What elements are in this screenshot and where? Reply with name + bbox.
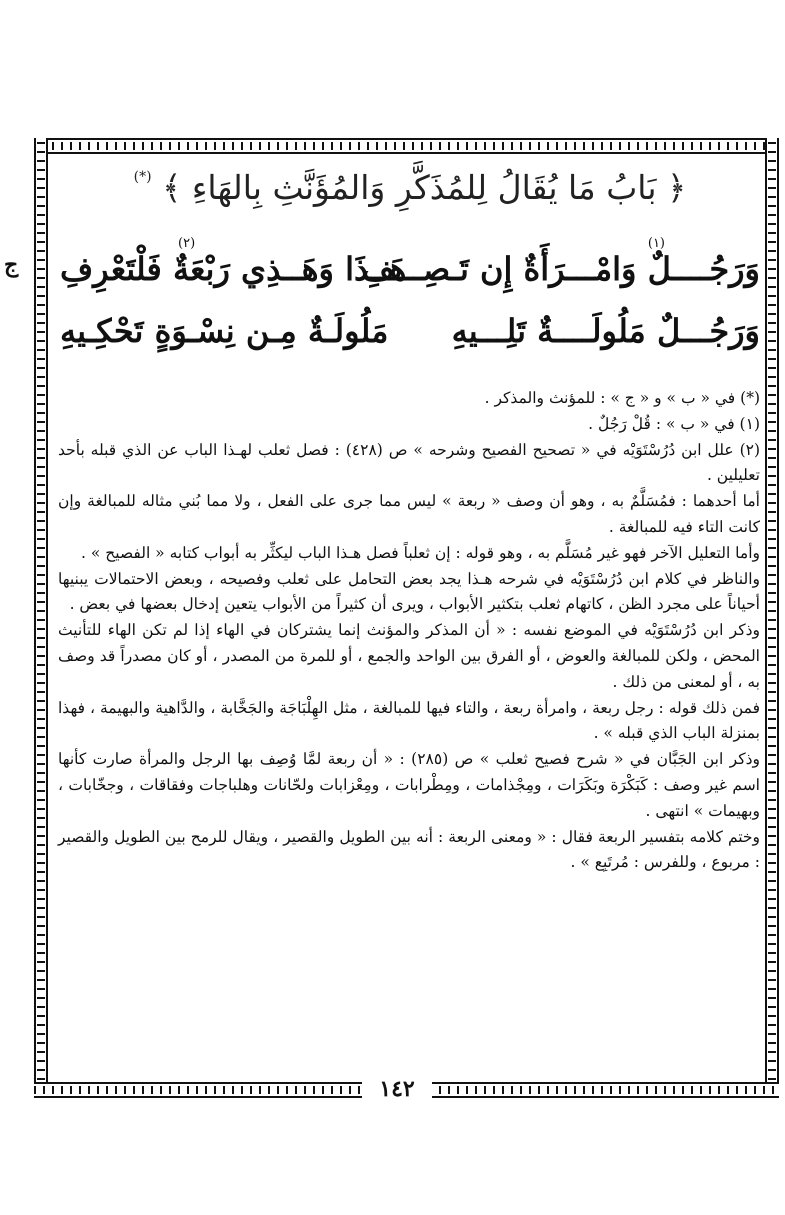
footnote-2-paragraph: وأما التعليل الآخر فهو غير مُسَلَّم به ، وهو قوله : إن ثعلباً فصل هـذا الباب ليكثِّر به أبواب كتابه « الفصيح » . xyxy=(81,543,760,562)
chapter-title xyxy=(60,168,760,207)
ornamental-border-right xyxy=(765,138,779,1098)
footnote-2-paragraph: فمن ذلك قوله : رجل ربعة ، وامرأة ربعة ، والتاء فيها للمبالغة ، مثل الهِلْبَاجَة والجَخَّابة ، والدَّاهية والبهيمة ، فهذا بمنزلة الباب الذي قبله » . xyxy=(58,698,760,743)
footnote-2-paragraph: وختم كلامه بتفسير الربعة فقال : « ومعنى الربعة : أنه بين الطويل والقصير ، ويقال للرمح بين الطويل والقصير : مربوع ، وللفرس : مُرتَبِع » . xyxy=(58,827,760,872)
footnote-2: (٢) علل ابن دُرُسْتَوَيْه في « تصحيح الفصيح وشرحه » ص (٤٢٨) : فصل ثعلب لهـذا الباب عن الذي قبله بأحد تعليلين . xyxy=(58,440,761,485)
footnote-marker-2: (٢) xyxy=(178,236,196,251)
footnotes xyxy=(58,386,760,876)
footnote-title-marker: (*) في « ب » و « ج » : للمؤنث والمذكر . xyxy=(484,389,760,407)
footnote-2-paragraph: وذكر ابن الجَبَّان في « شرح فصيح ثعلب » ص (٢٨٥) : « أن ربعة لمَّا وُصِف بها الرجل والمرأة صارت كأنها اسم غير وصف : كَبَكْرَة وبَكَرَات ، ومِجْذامات ، ومِطْرابات ، ومِعْزابات ولحّانات وهلباجات وفقاقات ، وجخّابات ، وبهيمات » انتهى . xyxy=(58,750,760,820)
verse-line-1 xyxy=(60,236,760,300)
title-footnote-marker: (*) xyxy=(133,169,152,185)
footnote-marker-1: (١) xyxy=(647,236,665,251)
ornamental-border-left xyxy=(34,138,48,1098)
verse-1-second-hemistich: هَــذَا وَهَــذِي رَبْعَةٌ فَلْتَعْرِفِ xyxy=(60,250,407,288)
footnote-2-paragraph: أما أحدهما : فمُسَلَّمٌ به ، وهو أن وصف « ربعة » ليس مما جرى على الفعل ، ولا مما بُني مثاله للمبالغة وإن كانت التاء فيه للمبالغة . xyxy=(58,492,760,536)
side-mark: ج xyxy=(4,252,19,278)
footnote-2-paragraph: والناظر في كلام ابن دُرُسْتَوَيْه في شرحه هـذا يجد بعض التحامل على ثعلب وفصيحه ، وبعض الاحتمالات يبنيها أحياناً على مجرد الظن ، كاتهام ثعلب بتكثير الأبواب ، ويرى أن كثيراً من الأبواب يتعين إدخال بعضها في بعض . xyxy=(58,569,760,614)
page-number: ١٤٢ xyxy=(362,1076,432,1102)
chapter-title-text: ﴿ بَابُ مَا يُقَالُ لِلمُذَكَّرِ وَالمُؤَنَّثِ بِالهَاءِ ﴾ xyxy=(162,168,687,207)
verse-2-second-hemistich: مَلُولَـةٌ مِـن نِسْـوَةٍ تَحْكِـيهِ xyxy=(60,312,389,350)
footnote-1: (١) في « ب » : قُلْ رَجُلٌ . xyxy=(588,414,760,433)
verse-2-first-hemistich: وَرَجُـــلٌ مَلُولَــــةٌ تَلِـــيهِ xyxy=(451,312,760,350)
verse-line-2 xyxy=(60,312,760,362)
ornamental-border-top xyxy=(34,138,779,154)
footnote-2-paragraph: وذكر ابن دُرُسْتَوَيْه في الموضع نفسه : « أن المذكر والمؤنث إنما يشتركان في الهاء إذا لم تكن الهاء للتأنيث المحض ، ولكن للمبالغة والعوض ، أو الفرق بين الواحد والجمع ، أو للمرة من المصدر ، أو كان مصدراً قد وصف به ، أو لمعنى من ذلك . xyxy=(58,621,760,691)
verse-1-first-hemistich: وَرَجُــــلٌ وَامْـــرَأَةٌ إِن تَـصِـــفِ xyxy=(361,250,760,288)
